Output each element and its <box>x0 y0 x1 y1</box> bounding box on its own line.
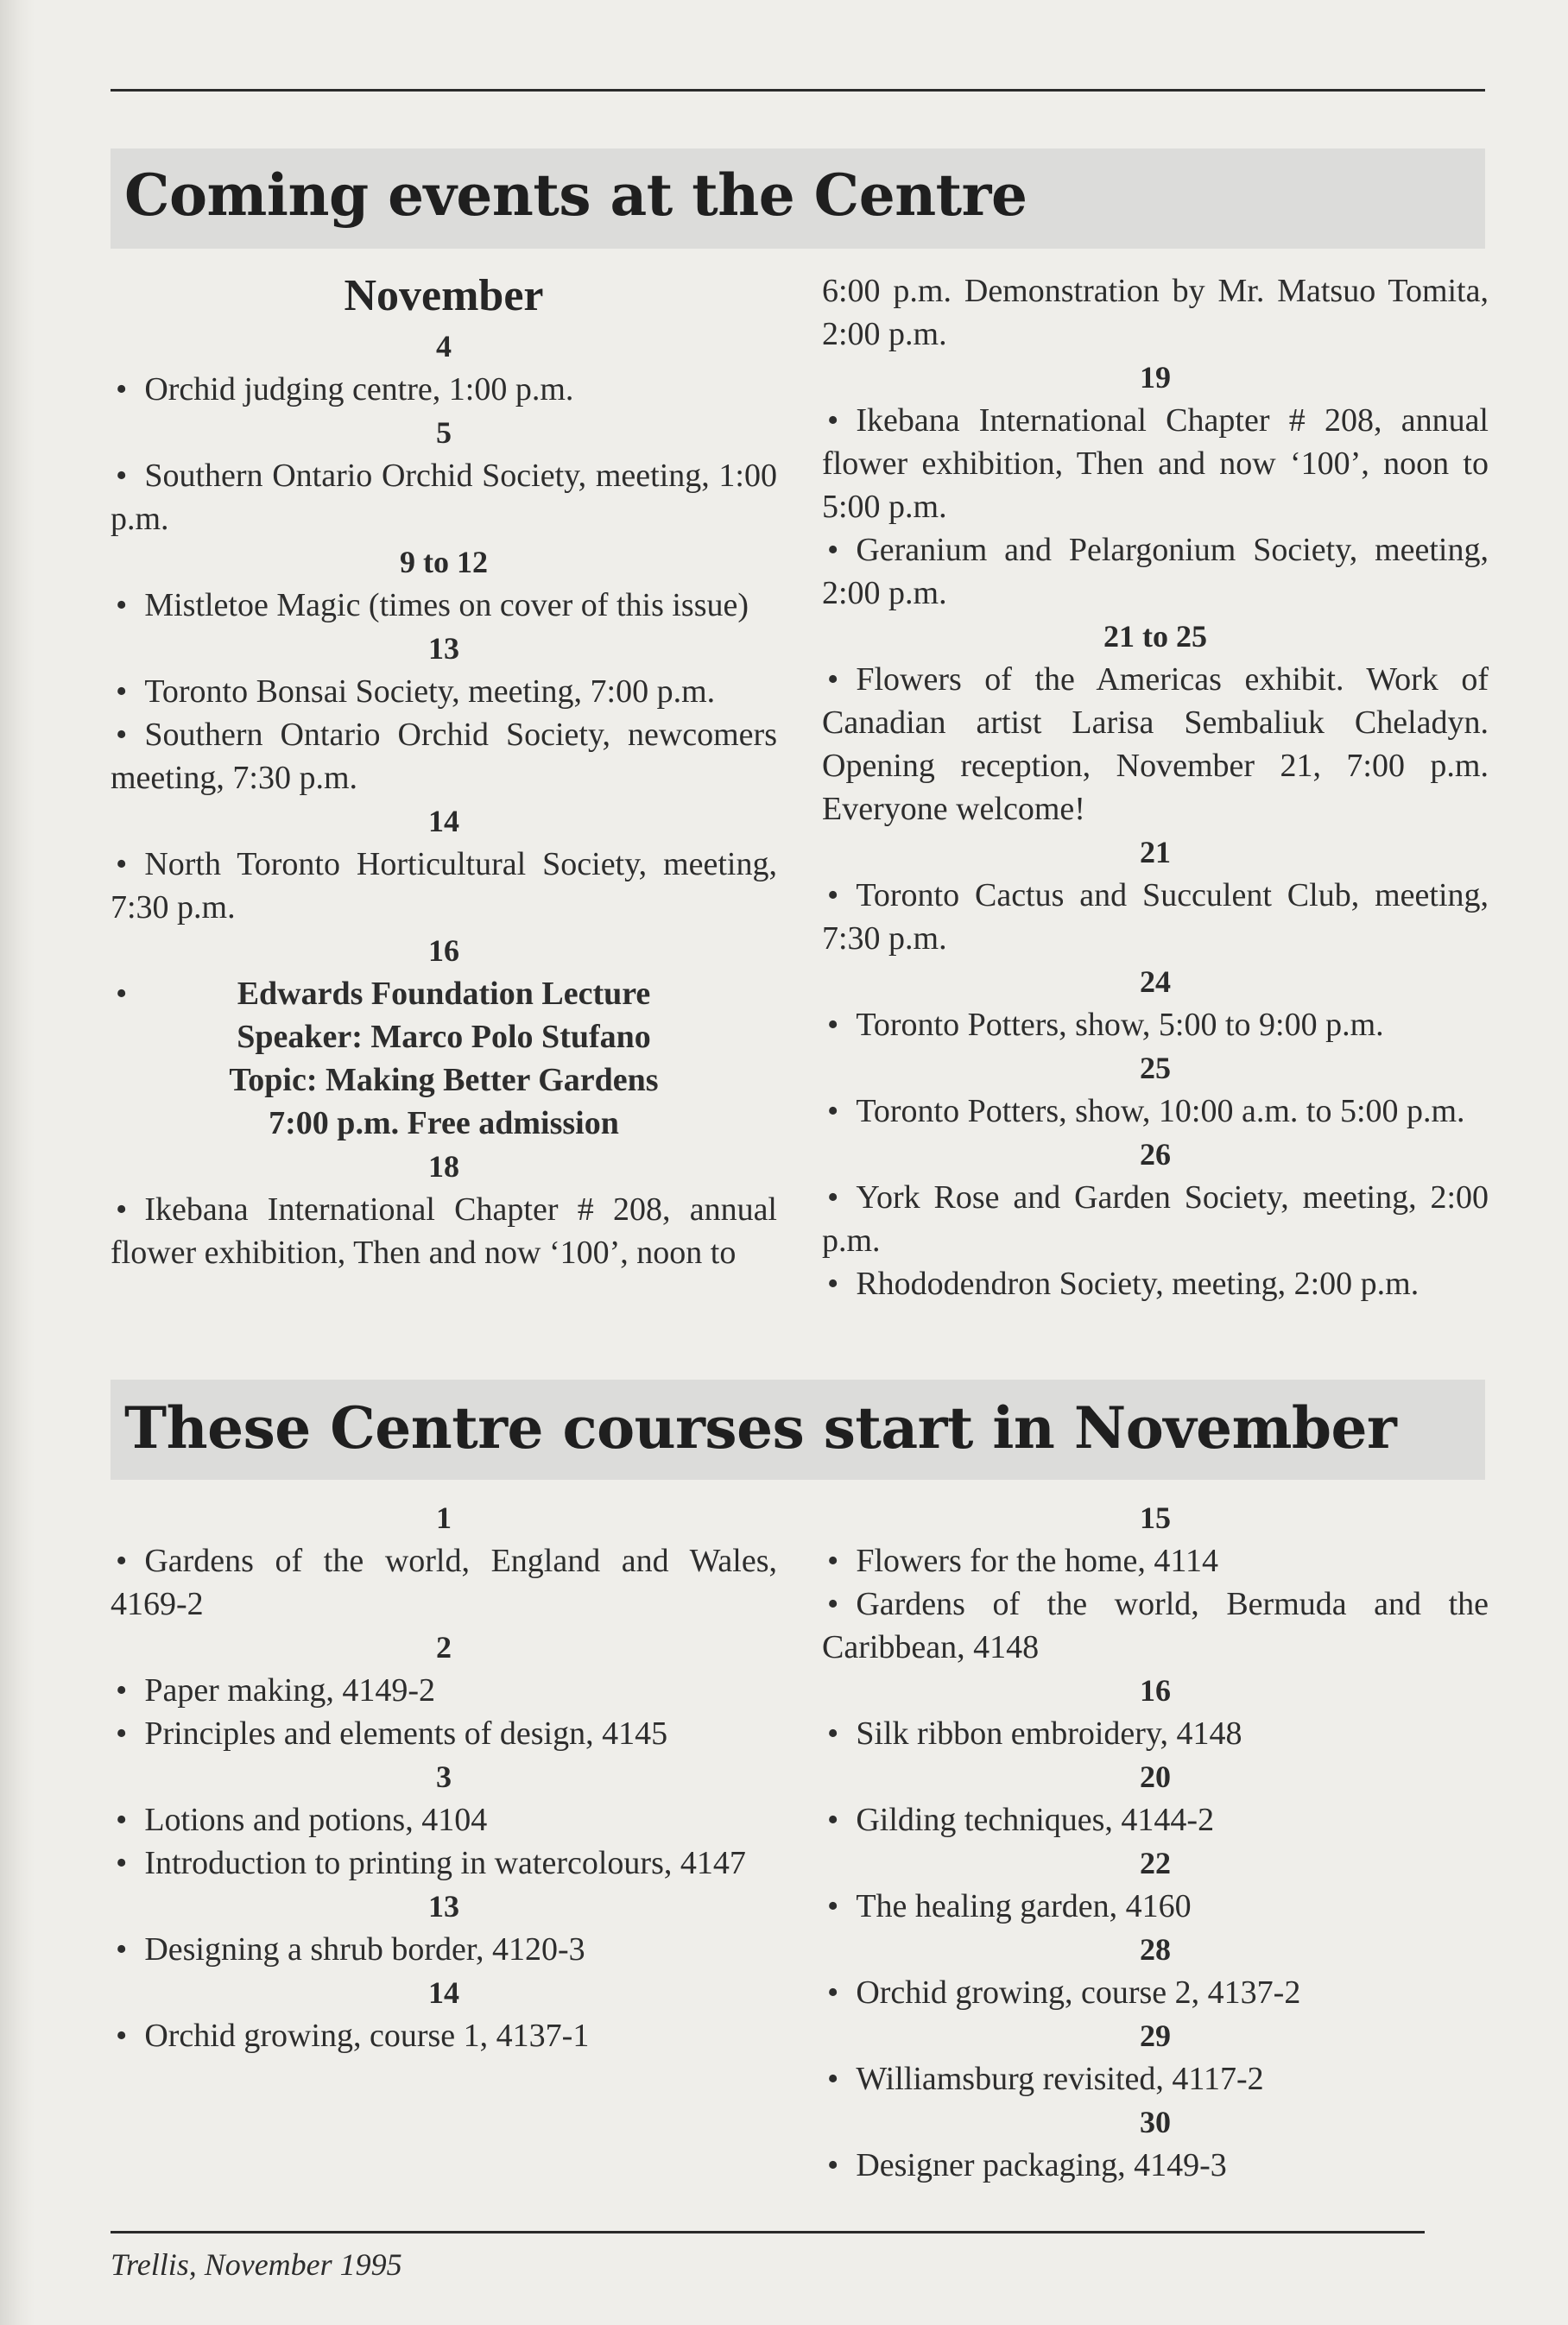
course-item: • Flowers for the home, 4114 <box>827 1543 1219 1579</box>
course-item: • Silk ribbon embroidery, 4148 <box>827 1715 1242 1752</box>
event-day-14: 14 <box>428 804 459 838</box>
course-day-13: 13 <box>428 1889 459 1924</box>
event-item: • Ikebana International Chapter # 208, annual flower exhibition, Then and now ‘100’, noon to 5:00 p.m. <box>822 402 1489 525</box>
event-day-21-25: 21 to 25 <box>1103 619 1207 654</box>
event-item-continued: 6:00 p.m. Demonstration by Mr. Matsuo Tomita, 2:00 p.m. <box>822 273 1489 352</box>
course-day-20: 20 <box>1140 1760 1171 1794</box>
course-item: • Orchid growing, course 1, 4137-1 <box>116 2018 590 2054</box>
bottom-rule <box>111 2231 1425 2233</box>
event-day-13: 13 <box>428 631 459 666</box>
course-item: • Principles and elements of design, 4145 <box>116 1715 668 1752</box>
course-day-30: 30 <box>1140 2105 1171 2139</box>
event-item: • Toronto Potters, show, 10:00 a.m. to 5:00 p.m. <box>827 1093 1465 1129</box>
course-item: • Gardens of the world, England and Wales, 4169-2 <box>111 1543 777 1622</box>
event-item: • Geranium and Pelargonium Society, meeting, 2:00 p.m. <box>822 532 1489 611</box>
event-item: • Toronto Potters, show, 5:00 to 9:00 p.m. <box>827 1007 1384 1043</box>
courses-heading: These Centre courses start in November <box>124 1394 1397 1462</box>
events-heading: Coming events at the Centre <box>124 161 1027 229</box>
event-day-18: 18 <box>428 1149 459 1184</box>
lecture-announcement <box>111 972 777 1145</box>
event-item: • Mistletoe Magic (times on cover of this issue) <box>116 587 749 623</box>
event-item: • Toronto Cactus and Succulent Club, meeting, 7:30 p.m. <box>822 877 1489 957</box>
course-day-29: 29 <box>1140 2019 1171 2053</box>
footer-citation: Trellis, November 1995 <box>111 2247 402 2282</box>
course-item: • Paper making, 4149-2 <box>116 1672 435 1709</box>
event-item: • Flowers of the Americas exhibit. Work of Canadian artist Larisa Sembaliuk Cheladyn. Opening reception, November 21, 7:00 p.m. Everyone welcome! <box>822 661 1489 827</box>
event-item: • Rhododendron Society, meeting, 2:00 p.m. <box>827 1266 1419 1302</box>
top-rule <box>111 89 1485 92</box>
course-day-22: 22 <box>1140 1846 1171 1880</box>
event-item: • North Toronto Horticultural Society, meeting, 7:30 p.m. <box>111 846 777 926</box>
events-column-right <box>822 269 1489 1305</box>
courses-column-left <box>111 1496 777 2057</box>
event-item: • Toronto Bonsai Society, meeting, 7:00 p.m. <box>116 673 716 710</box>
event-day-25: 25 <box>1140 1051 1171 1085</box>
course-item: • Williamsburg revisited, 4117-2 <box>827 2061 1264 2097</box>
event-item: • Southern Ontario Orchid Society, newcomers meeting, 7:30 p.m. <box>111 717 777 796</box>
course-day-15: 15 <box>1140 1501 1171 1535</box>
event-day-21: 21 <box>1140 835 1171 869</box>
month-heading: November <box>344 271 544 320</box>
event-item: • Orchid judging centre, 1:00 p.m. <box>116 371 574 408</box>
lecture-title: Edwards Foundation Lecture <box>237 976 651 1012</box>
course-day-28: 28 <box>1140 1932 1171 1967</box>
lecture-topic: Topic: Making Better Gardens <box>229 1062 659 1098</box>
course-day-1: 1 <box>436 1501 452 1535</box>
course-item: • The healing garden, 4160 <box>827 1888 1192 1924</box>
course-item: • Gardens of the world, Bermuda and the Caribbean, 4148 <box>822 1586 1489 1665</box>
courses-column-right <box>822 1496 1489 2187</box>
event-day-19: 19 <box>1140 360 1171 395</box>
courses-banner <box>111 1380 1485 1480</box>
event-day-24: 24 <box>1140 964 1171 999</box>
course-day-16: 16 <box>1140 1673 1171 1708</box>
events-banner <box>111 148 1485 249</box>
events-column-left <box>111 268 777 1274</box>
course-item: • Introduction to printing in watercolours, 4147 <box>116 1845 746 1881</box>
course-item: • Designer packaging, 4149-3 <box>827 2147 1227 2183</box>
course-day-14: 14 <box>428 1975 459 2010</box>
event-day-4: 4 <box>436 329 452 363</box>
lecture-time: 7:00 p.m. Free admission <box>269 1105 619 1141</box>
event-day-16: 16 <box>428 933 459 968</box>
course-day-2: 2 <box>436 1630 452 1665</box>
event-day-5: 5 <box>436 415 452 450</box>
course-item: • Designing a shrub border, 4120-3 <box>116 1931 585 1968</box>
event-day-26: 26 <box>1140 1137 1171 1172</box>
event-item: • Ikebana International Chapter # 208, annual flower exhibition, Then and now ‘100’, noon to <box>111 1191 777 1271</box>
event-item: • Southern Ontario Orchid Society, meeting, 1:00 p.m. <box>111 458 777 537</box>
course-item: • Orchid growing, course 2, 4137-2 <box>827 1974 1301 2011</box>
page-spine-shadow <box>0 0 35 2325</box>
lecture-speaker: Speaker: Marco Polo Stufano <box>237 1019 651 1055</box>
course-day-3: 3 <box>436 1760 452 1794</box>
event-day-9-12: 9 to 12 <box>400 545 488 579</box>
event-item: • York Rose and Garden Society, meeting, 2:00 p.m. <box>822 1179 1489 1259</box>
bullet-icon: • <box>116 976 128 1012</box>
course-item: • Gilding techniques, 4144-2 <box>827 1802 1215 1838</box>
course-item: • Lotions and potions, 4104 <box>116 1802 488 1838</box>
